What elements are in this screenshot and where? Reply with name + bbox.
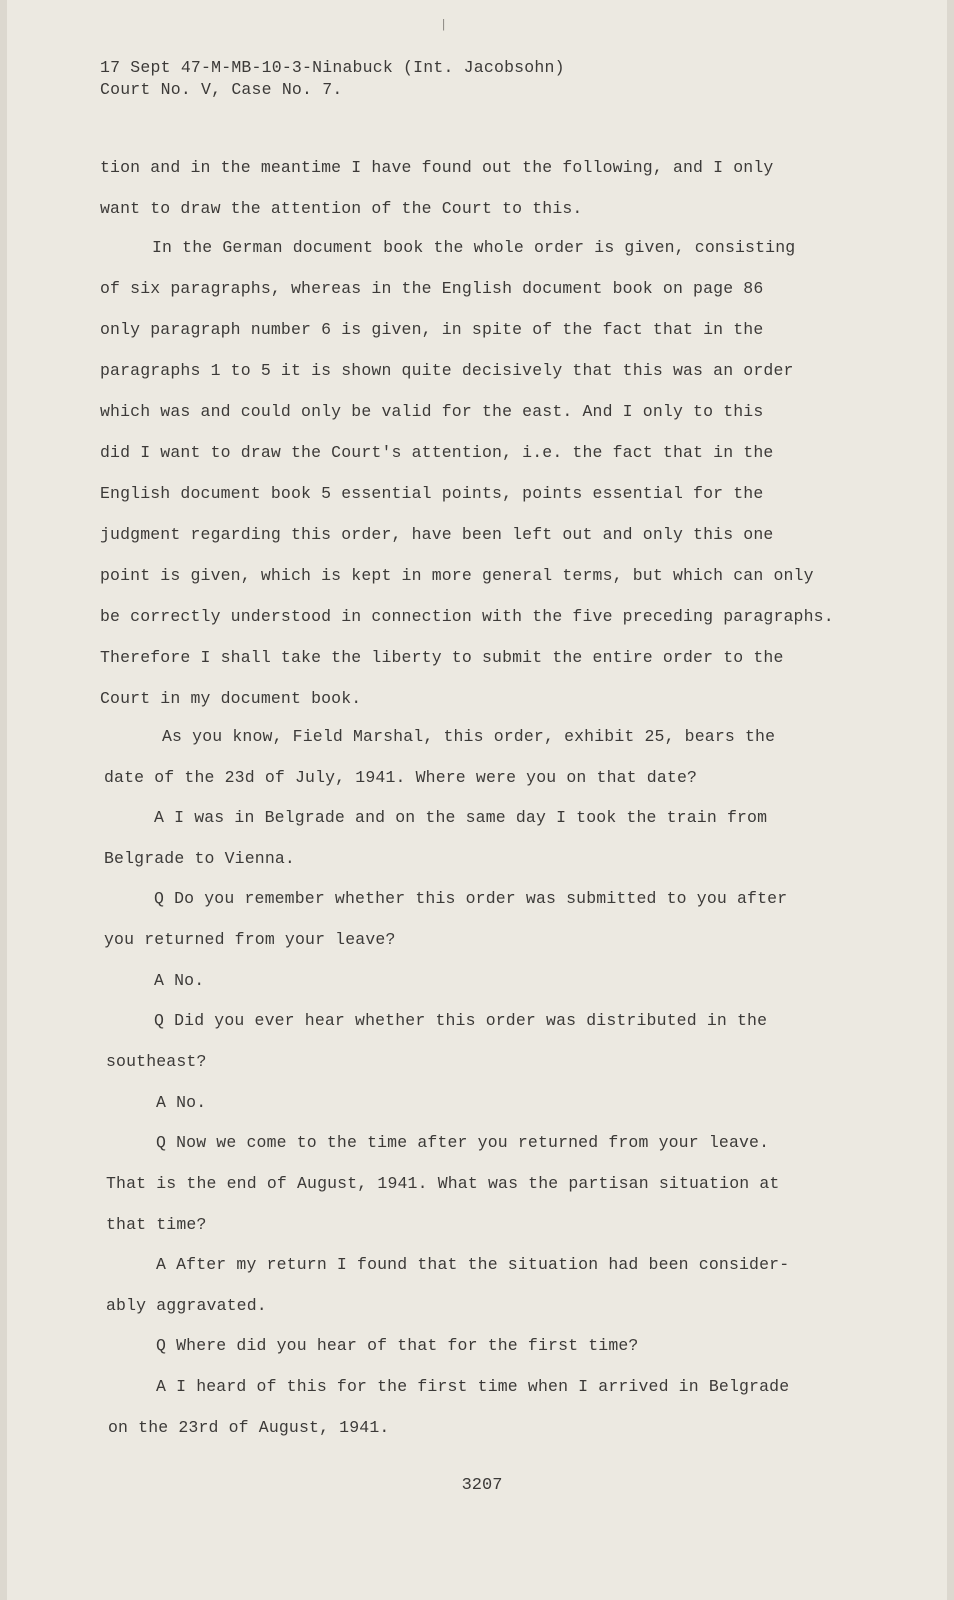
- text-line: English document book 5 essential points, points essential for the: [100, 484, 764, 503]
- text-line: be correctly understood in connection with the five preceding paragraphs.: [100, 607, 834, 626]
- text-line: Court in my document book.: [100, 689, 362, 708]
- text-line: paragraphs 1 to 5 it is shown quite decisively that this was an order: [100, 361, 794, 380]
- text-line: ably aggravated.: [106, 1296, 267, 1315]
- text-line: point is given, which is kept in more general terms, but which can only: [100, 566, 814, 585]
- document-header: [100, 57, 565, 101]
- text-line: A No.: [156, 1093, 207, 1112]
- text-line: A I heard of this for the first time when I arrived in Belgrade: [156, 1377, 790, 1396]
- document-page: [7, 0, 947, 1600]
- text-line: Q Where did you hear of that for the first time?: [156, 1336, 639, 1355]
- header-line-1: 17 Sept 47-M-MB-10-3-Ninabuck (Int. Jacobsohn): [100, 58, 565, 77]
- text-line: date of the 23d of July, 1941. Where were you on that date?: [104, 768, 698, 787]
- text-line: of six paragraphs, whereas in the English document book on page 86: [100, 279, 764, 298]
- text-line: did I want to draw the Court's attention, i.e. the fact that in the: [100, 443, 774, 462]
- text-line: A I was in Belgrade and on the same day I took the train from: [154, 808, 768, 827]
- text-line: you returned from your leave?: [104, 930, 396, 949]
- text-line: In the German document book the whole order is given, consisting: [152, 238, 796, 257]
- header-line-2: Court No. V, Case No. 7.: [100, 80, 343, 99]
- text-line: Therefore I shall take the liberty to submit the entire order to the: [100, 648, 784, 667]
- text-line: Belgrade to Vienna.: [104, 849, 295, 868]
- text-line: That is the end of August, 1941. What was the partisan situation at: [106, 1174, 780, 1193]
- text-line: A No.: [154, 971, 205, 990]
- text-line: only paragraph number 6 is given, in spite of the fact that in the: [100, 320, 764, 339]
- page-number: 3207: [461, 1476, 503, 1495]
- text-line: As you know, Field Marshal, this order, exhibit 25, bears the: [162, 727, 776, 746]
- text-line: Q Did you ever hear whether this order was distributed in the: [154, 1011, 768, 1030]
- text-line: Q Now we come to the time after you returned from your leave.: [156, 1133, 770, 1152]
- text-line: southeast?: [106, 1052, 207, 1071]
- text-line: judgment regarding this order, have been left out and only this one: [100, 525, 774, 544]
- text-line: tion and in the meantime I have found out the following, and I only: [100, 158, 774, 177]
- text-line: that time?: [106, 1215, 207, 1234]
- text-line: on the 23rd of August, 1941.: [108, 1418, 390, 1437]
- text-line: Q Do you remember whether this order was submitted to you after: [154, 889, 788, 908]
- text-line: A After my return I found that the situation had been consider-: [156, 1255, 790, 1274]
- text-line: want to draw the attention of the Court to this.: [100, 199, 583, 218]
- top-edge-mark: |: [440, 18, 448, 32]
- text-line: which was and could only be valid for the east. And I only to this: [100, 402, 764, 421]
